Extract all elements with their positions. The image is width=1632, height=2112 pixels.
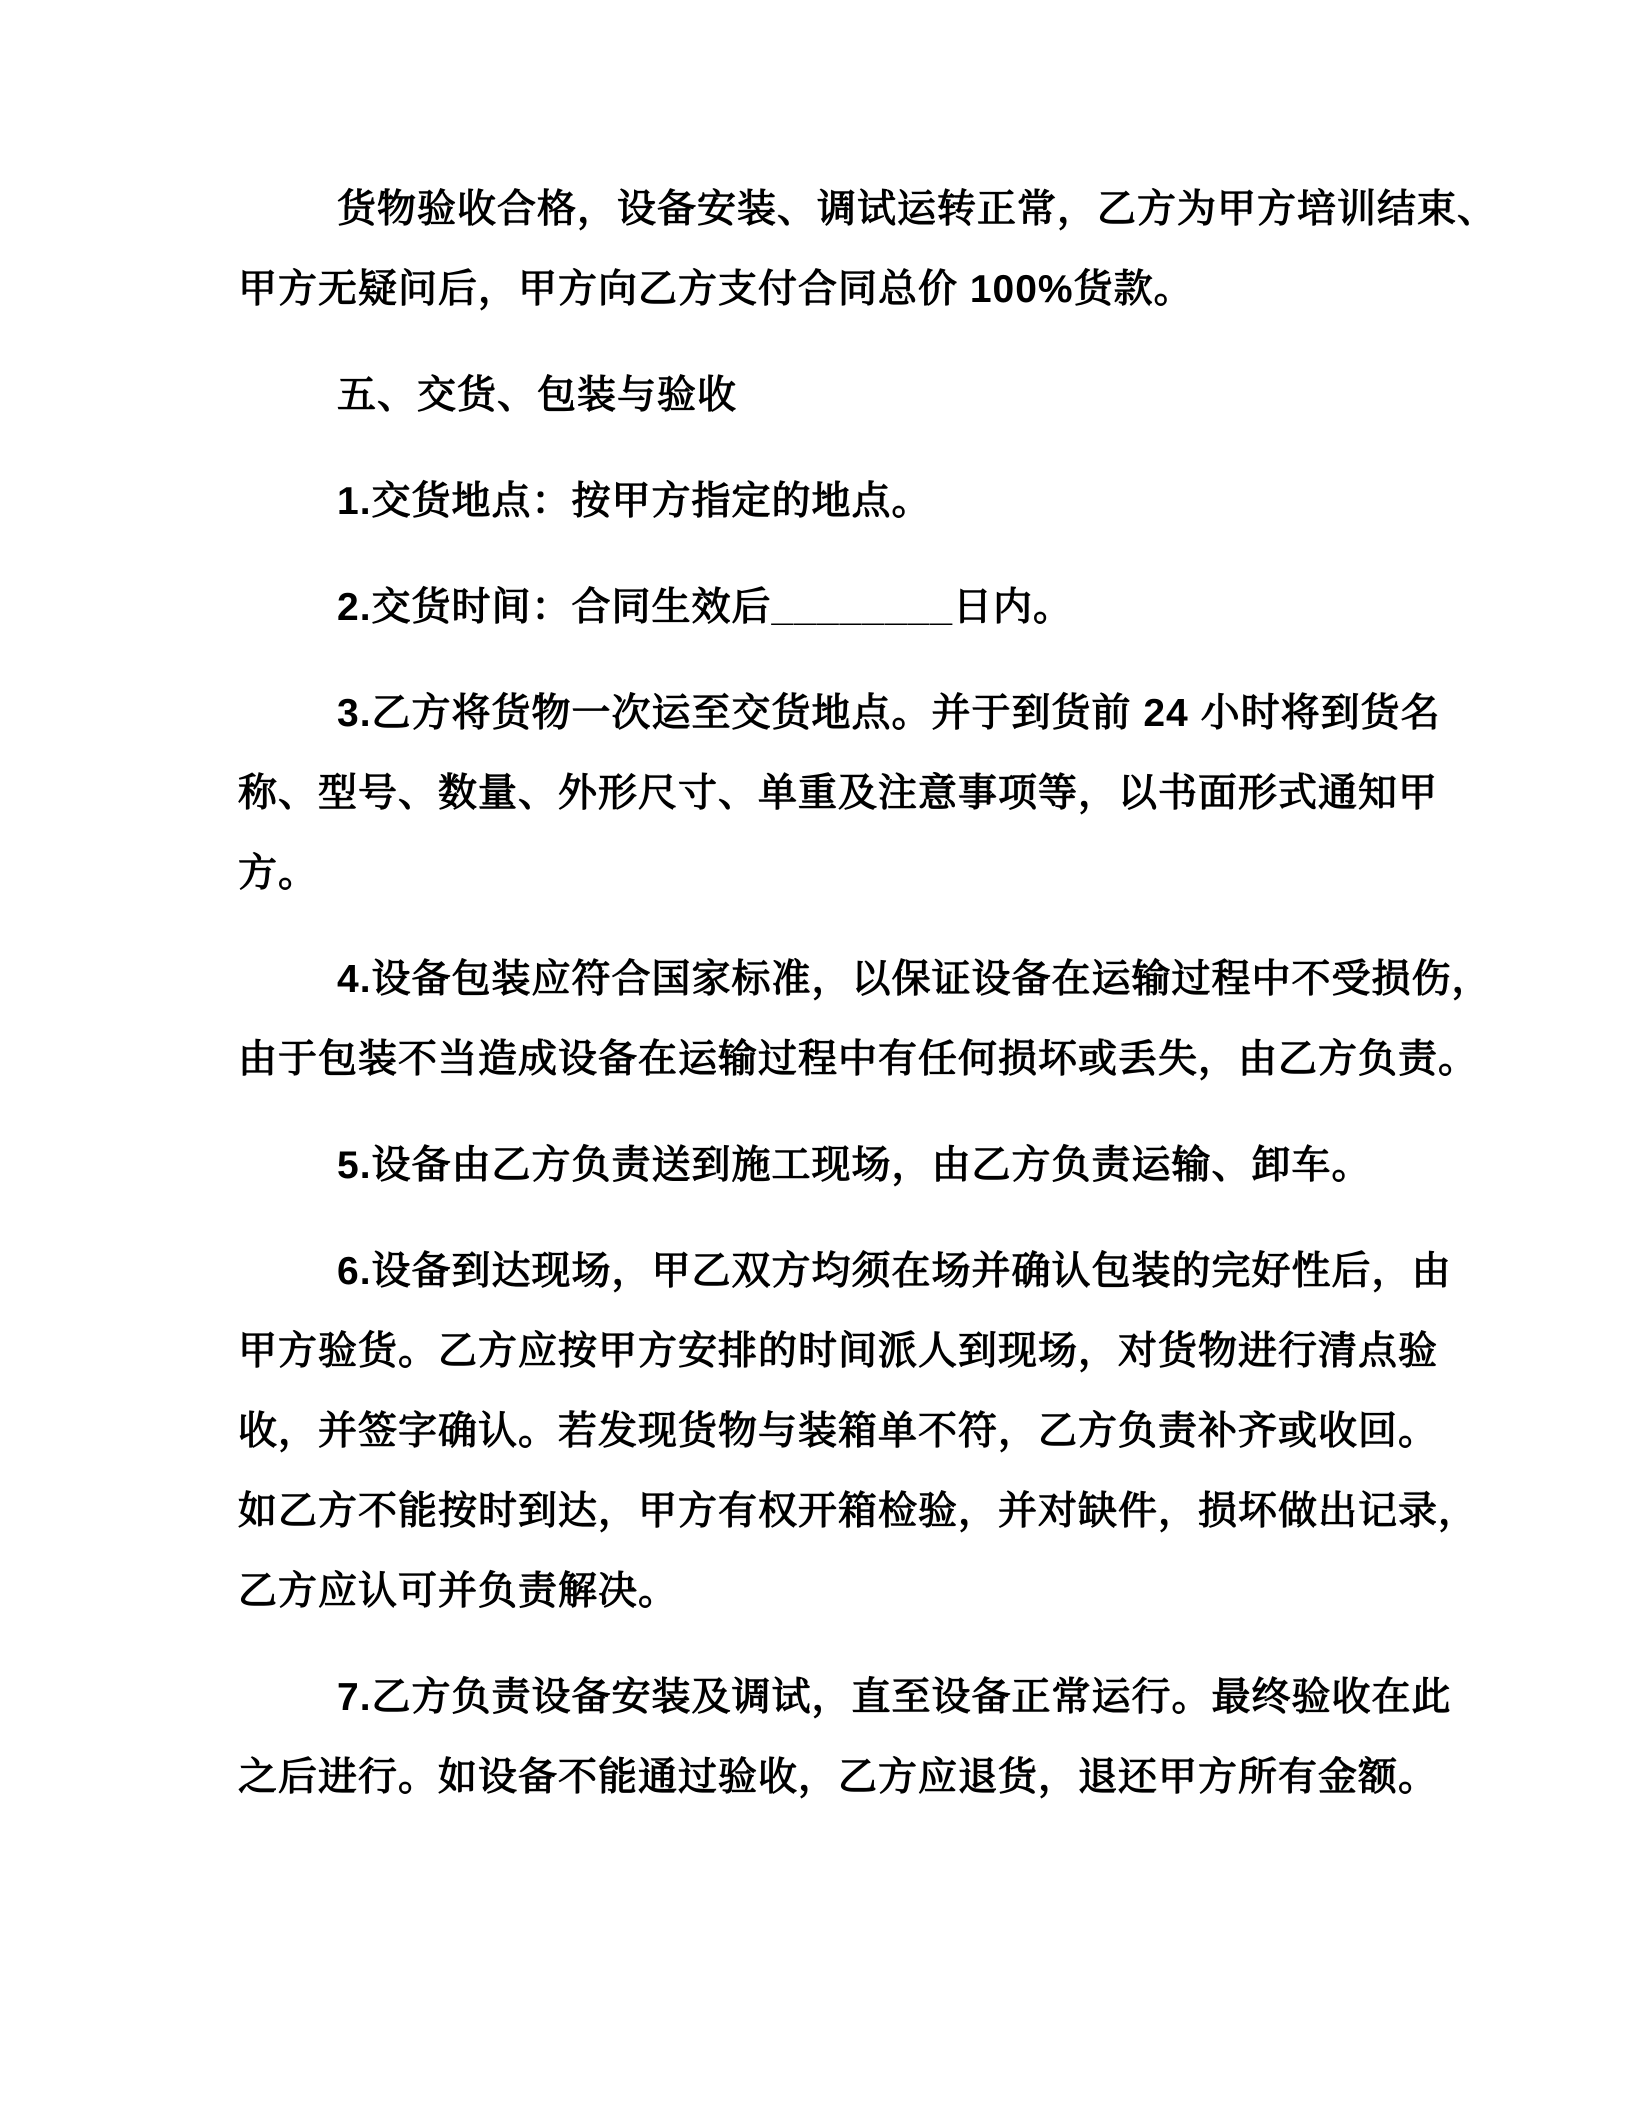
clause-6-onsite-inspection: 6.设备到达现场，甲乙双方均须在场并确认包装的完好性后，由 甲方验货。乙方应按甲方安排的时间派人到现场，对货物进行清点验 收，并签字确认。若发现货物与装箱单不符，乙方负责补齐或收回。 如乙方不能按时到达，甲方有权开箱检验，并对缺件，损坏做出记录， 乙方应认可并负责解决。: [238, 1250, 1479, 1613]
clause-2-delivery-time: 2.交货时间：合同生效后________日内。: [337, 586, 1074, 629]
clause-5-transport-unloading: 5.设备由乙方负责送到施工现场，由乙方负责运输、卸车。: [337, 1144, 1372, 1187]
clause-3-shipment-notice: 3.乙方将货物一次运至交货地点。并于到货前 24 小时将到货名 称、型号、数量、外形尺寸、单重及注意事项等，以书面形式通知甲 方。: [238, 692, 1441, 895]
clause-4-packaging-standard: 4.设备包装应符合国家标准，以保证设备在运输过程中不受损伤， 由于包装不当造成设备在运输过程中有任何损坏或丢失，由乙方负责。: [238, 958, 1492, 1081]
clause-1-delivery-place: 1.交货地点：按甲方指定的地点。: [337, 480, 932, 523]
payment-clause-paragraph: 货物验收合格，设备安装、调试运转正常，乙方为甲方培训结束、 甲方无疑问后，甲方向乙方支付合同总价 100%货款。: [238, 188, 1498, 311]
clause-7-installation-final-acceptance: 7.乙方负责设备安装及调试，直至设备正常运行。最终验收在此 之后进行。如设备不能通过验收，乙方应退货，退还甲方所有金额。: [238, 1676, 1452, 1799]
section-heading-delivery-packaging-acceptance: 五、交货、包装与验收: [337, 374, 738, 417]
